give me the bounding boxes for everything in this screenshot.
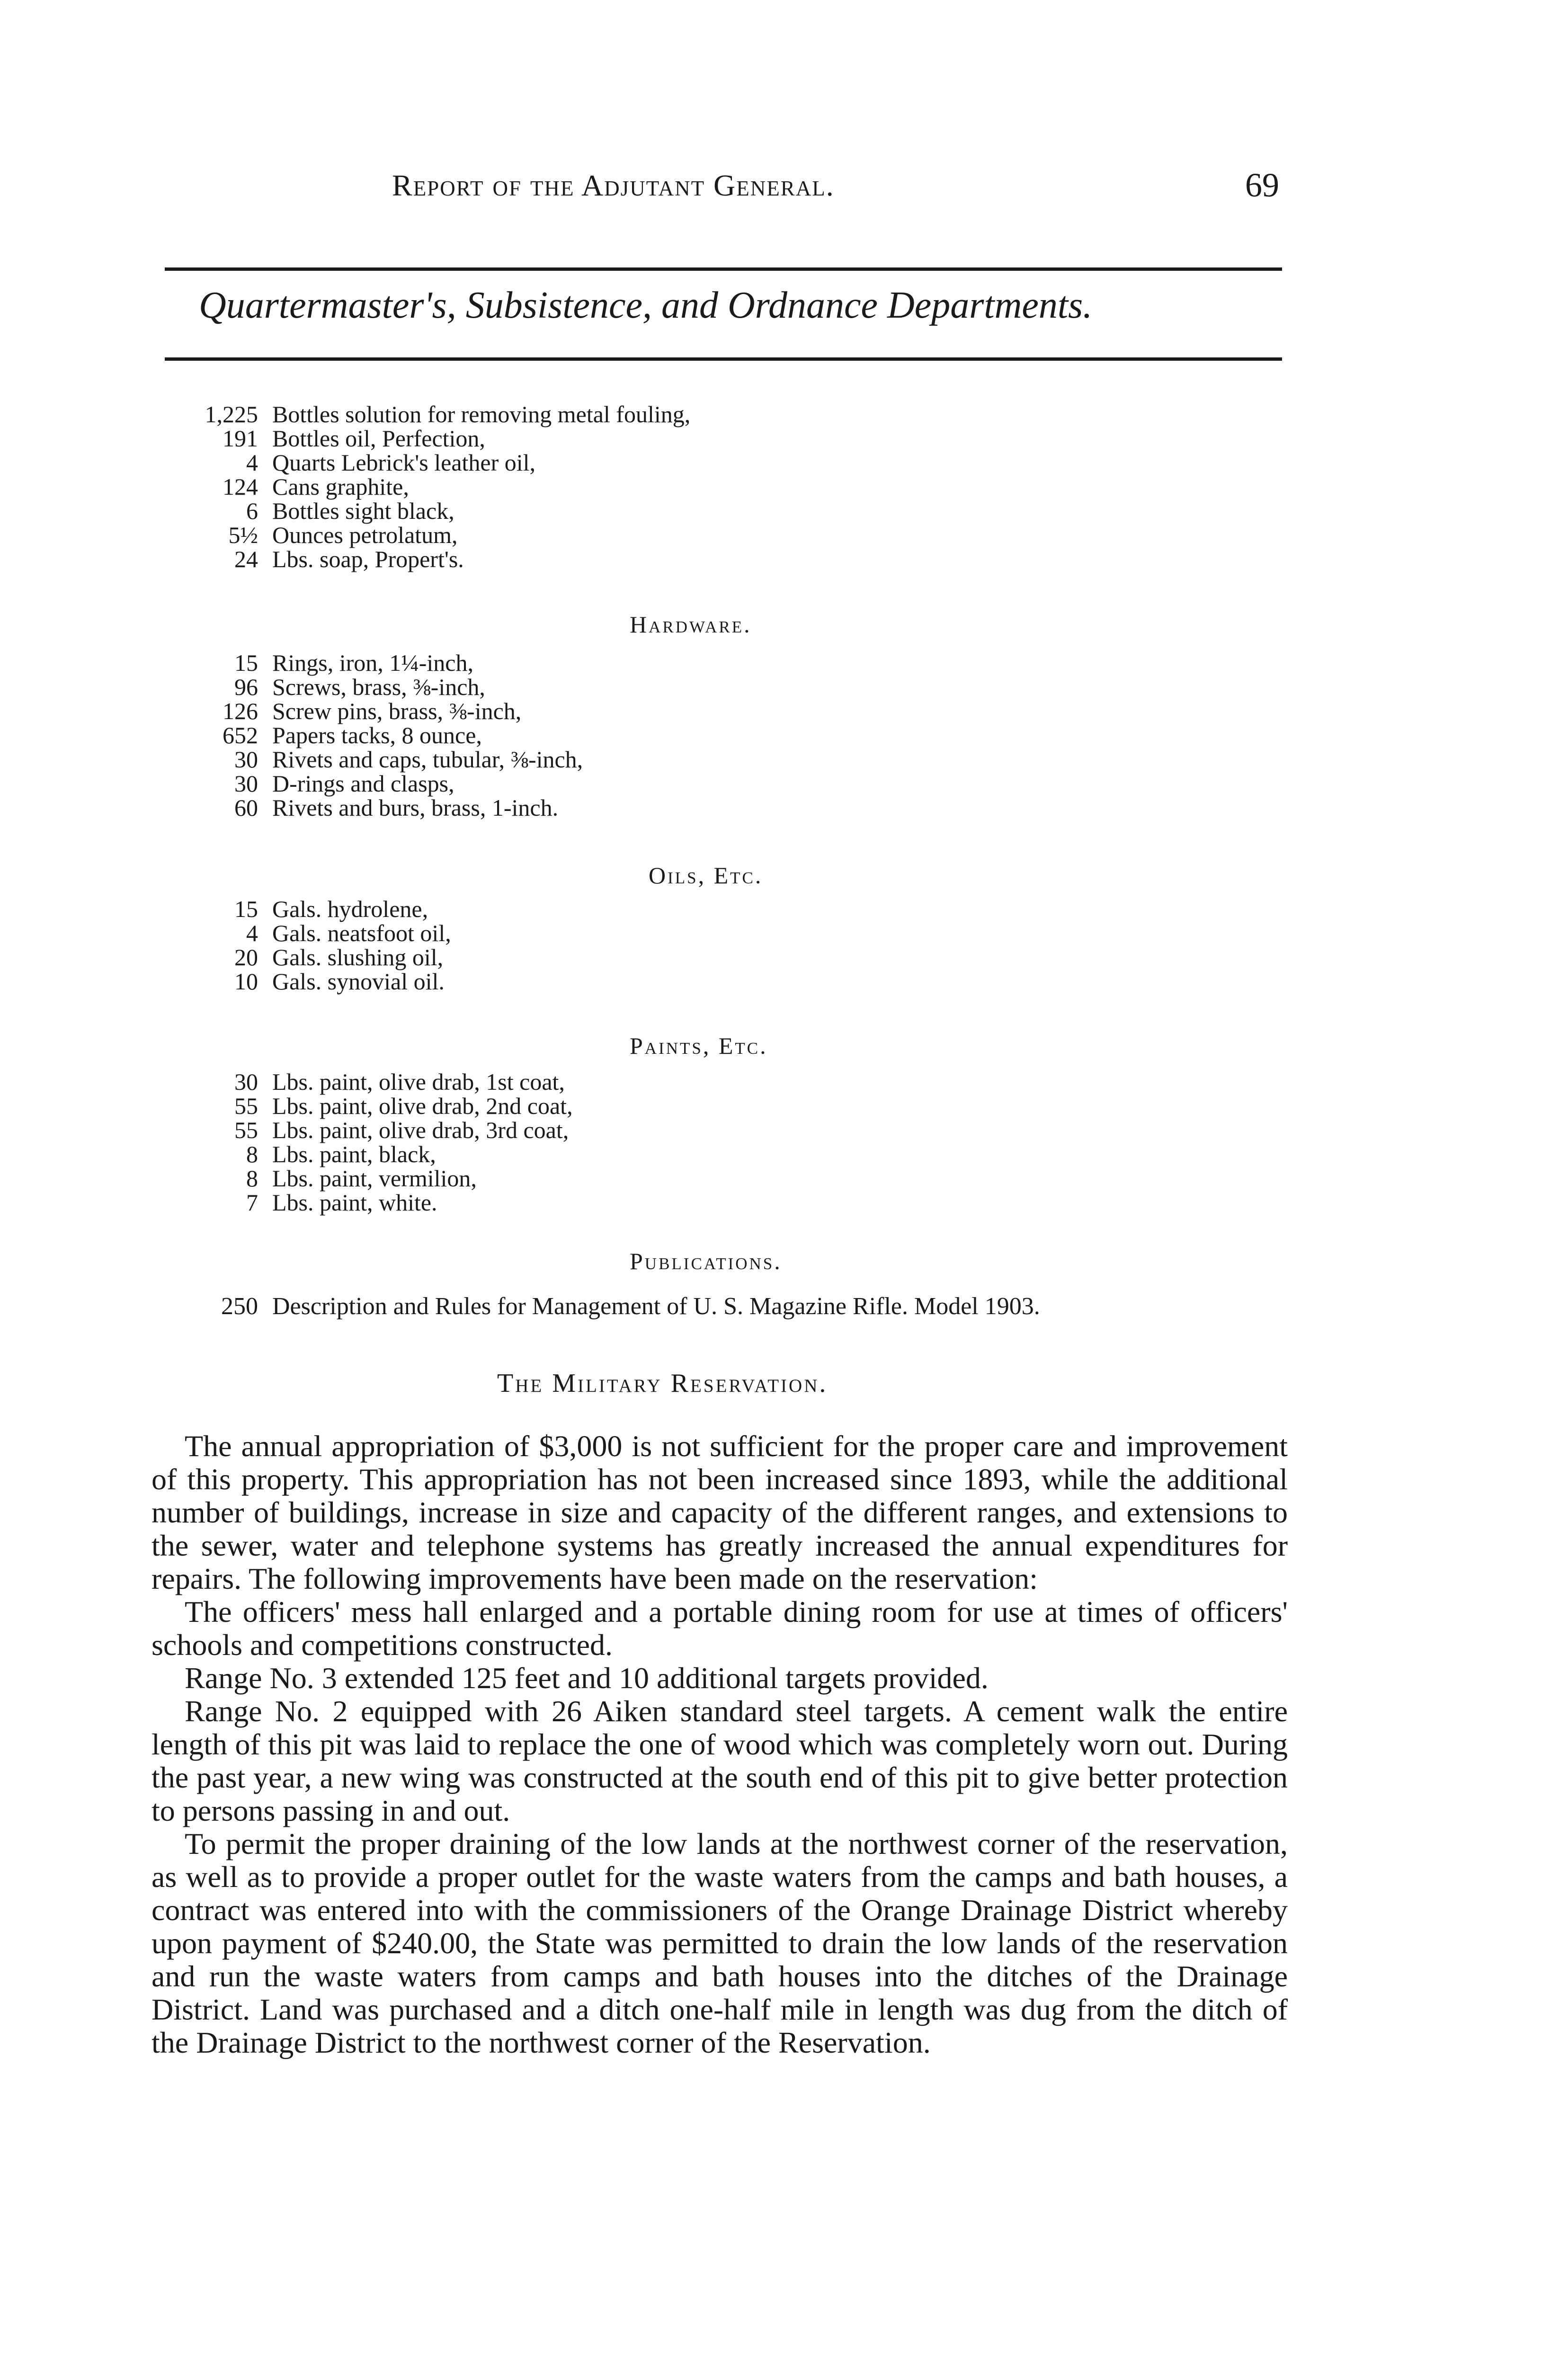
item-desc: Gals. slushing oil, (272, 944, 444, 970)
item-desc: Screw pins, brass, ⅜-inch, (272, 698, 522, 724)
item-qty: 15 (234, 896, 258, 922)
publication-item (156, 1292, 1040, 1320)
item-desc: Lbs. paint, olive drab, 3rd coat, (272, 1117, 569, 1143)
list-item (156, 1094, 573, 1118)
item-desc: Ounces petrolatum, (272, 522, 458, 548)
list-item (156, 699, 583, 723)
item-qty: 30 (234, 1068, 258, 1095)
item-qty: 126 (223, 698, 258, 724)
list-item (156, 772, 583, 796)
item-desc: Lbs. soap, Propert's. (272, 546, 464, 572)
item-desc: Gals. neatsfoot oil, (272, 920, 451, 946)
item-desc: Bottles oil, Perfection, (272, 425, 485, 452)
paragraph: To permit the proper draining of the low lands at the northwest corner of the reservation, as well as to provide a proper outlet for the waste waters from the camps and bath houses, a contract was entered into with the commissioners of the Orange Drainage District whereby upon payment of $240.00, the State was permitted to drain the low lands of the reservation and run the waste waters from camps and bath houses into the ditches of the Drainage District. Land was purchased and a ditch one-half mile in length was dug from the ditch of the Drainage District to the northwest corner of the Reservation. (151, 1827, 1288, 2059)
item-qty: 55 (234, 1093, 258, 1119)
item-qty: 96 (234, 674, 258, 700)
paragraph: The officers' mess hall enlarged and a portable dining room for use at times of officers' schools and competitions constructed. (151, 1595, 1288, 1662)
item-desc: Cans graphite, (272, 473, 409, 500)
item-desc: Lbs. paint, white. (272, 1189, 437, 1216)
item-desc: Gals. hydrolene, (272, 896, 428, 922)
list-item (156, 1118, 573, 1142)
paragraph: The annual appropriation of $3,000 is not sufficient for the proper care and improvement of this property. This appropriation has not been increased since 1893, while the additional number of buildings, increase in size and capacity of the different ranges, and extensions to the sewer, water and telephone systems has greatly increased the annual expenditures for repairs. The following improvements have been made on the reservation: (151, 1429, 1288, 1595)
list-item (156, 651, 583, 675)
publications-heading: Publications. (630, 1248, 782, 1274)
paints-list (156, 1070, 573, 1215)
item-qty: 55 (234, 1117, 258, 1143)
paragraph: Range No. 2 equipped with 26 Aiken standard steel targets. A cement walk the entire length of this pit was laid to replace the one of wood which was completely worn out. During the past year, a new wing was constructed at the south end of this pit to give better protection to persons passing in and out. (151, 1694, 1288, 1827)
list-item (156, 1070, 573, 1094)
item-qty: 10 (234, 968, 258, 995)
item-qty: 15 (234, 650, 258, 676)
paints-heading: Paints, Etc. (630, 1032, 768, 1059)
running-head: Report of the Adjutant General. (392, 169, 835, 202)
military-reservation-heading: The Military Reservation. (497, 1369, 828, 1398)
item-qty: 8 (246, 1165, 258, 1192)
list-item (156, 402, 690, 427)
oils-heading: Oils, Etc. (649, 862, 763, 889)
paragraph: Range No. 3 extended 125 feet and 10 additional targets provided. (185, 1661, 989, 1695)
item-qty: 20 (234, 944, 258, 970)
item-desc: Lbs. paint, olive drab, 1st coat, (272, 1068, 565, 1095)
item-desc: D-rings and clasps, (272, 770, 454, 797)
item-qty: 8 (246, 1141, 258, 1167)
item-desc: Rings, iron, 1¼-inch, (272, 650, 473, 676)
item-desc: Gals. synovial oil. (272, 968, 445, 995)
list-item (156, 1166, 573, 1191)
item-qty: 652 (223, 722, 258, 748)
item-qty: 250 (221, 1293, 258, 1320)
list-item (156, 1191, 573, 1215)
item-qty: 30 (234, 770, 258, 797)
item-qty: 4 (246, 449, 258, 476)
item-desc: Lbs. paint, black, (272, 1141, 436, 1167)
item-qty: 4 (246, 920, 258, 946)
item-qty: 6 (246, 498, 258, 524)
list-item (156, 547, 690, 571)
list-item (156, 475, 690, 499)
item-desc: Rivets and burs, brass, 1-inch. (272, 794, 559, 821)
list-item (156, 499, 690, 523)
item-qty: 24 (234, 546, 258, 572)
page-number: 69 (1245, 166, 1279, 204)
item-desc: Bottles sight black, (272, 498, 454, 524)
list-item (156, 796, 583, 820)
list-item (156, 427, 690, 451)
general-items-list (156, 402, 690, 571)
list-item (156, 945, 451, 970)
item-desc: Quarts Lebrick's leather oil, (272, 449, 536, 476)
item-qty: 7 (246, 1189, 258, 1216)
item-qty: 60 (234, 794, 258, 821)
top-rule (165, 267, 1282, 271)
list-item (156, 970, 451, 994)
list-item (156, 747, 583, 772)
oils-list (156, 897, 451, 994)
item-qty: 5½ (228, 522, 258, 548)
department-title: Quartermaster's, Subsistence, and Ordnance Departments. (199, 285, 1093, 326)
list-item (156, 675, 583, 699)
item-qty: 124 (223, 473, 258, 500)
hardware-heading: Hardware. (630, 611, 752, 638)
item-qty: 191 (223, 425, 258, 452)
bottom-rule (165, 357, 1282, 361)
item-desc: Description and Rules for Management of U. S. Magazine Rifle. Model 1903. (272, 1293, 1040, 1320)
item-desc: Lbs. paint, olive drab, 2nd coat, (272, 1093, 573, 1119)
list-item (156, 921, 451, 945)
item-qty: 1,225 (205, 401, 258, 427)
hardware-list (156, 651, 583, 820)
item-desc: Screws, brass, ⅜-inch, (272, 674, 485, 700)
list-item (156, 523, 690, 547)
list-item (156, 451, 690, 475)
item-desc: Papers tacks, 8 ounce, (272, 722, 482, 748)
item-desc: Bottles solution for removing metal fouling, (272, 401, 691, 427)
item-desc: Rivets and caps, tubular, ⅜-inch, (272, 746, 583, 773)
item-desc: Lbs. paint, vermilion, (272, 1165, 477, 1192)
list-item (156, 723, 583, 747)
list-item (156, 897, 451, 921)
item-qty: 30 (234, 746, 258, 773)
list-item (156, 1142, 573, 1166)
military-reservation-body (151, 1430, 1288, 2059)
